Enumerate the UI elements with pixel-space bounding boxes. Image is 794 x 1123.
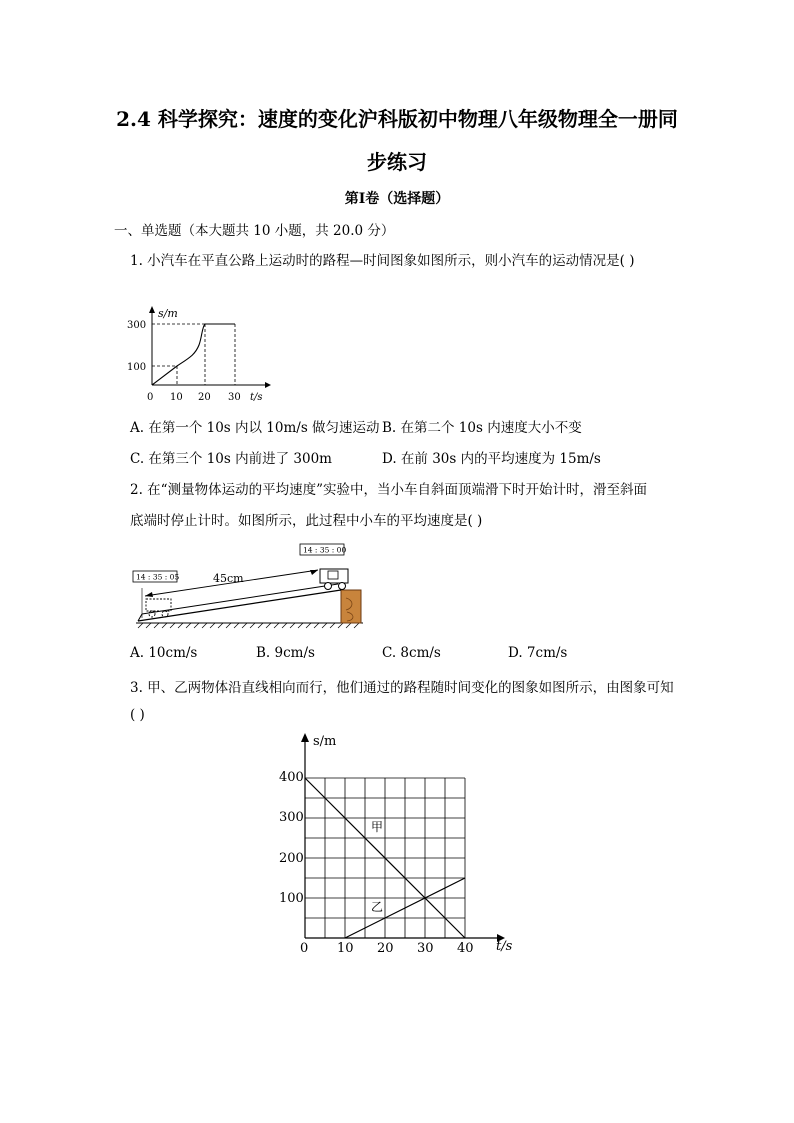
q1-y-arrow: [149, 306, 155, 313]
q3-xtick-30: 30: [417, 941, 434, 956]
cart-bottom: [146, 599, 171, 617]
question-2-stem-line2: 底端时停止计时。如图所示，此过程中小车的平均速度是( ): [130, 513, 483, 529]
q1-xtick-20: 20: [198, 392, 211, 403]
q3-ytick-300: 300: [279, 810, 304, 825]
q1-x-arrow: [265, 382, 271, 388]
q1-option-d[interactable]: D. 在前 30s 内的平均速度为 15m/s: [382, 451, 601, 467]
q3-ytick-200: 200: [279, 851, 304, 866]
question-2-stem-line1: 2. 在“测量物体运动的平均速度”实验中，当小车自斜面顶端滑下时开始计时，滑至斜面: [130, 482, 647, 498]
q3-xtick-10: 10: [337, 941, 354, 956]
q3-graph: [275, 728, 525, 960]
volume-heading: 第Ⅰ卷（选择题）: [344, 191, 450, 207]
q3-ylabel: s/m: [313, 734, 337, 749]
section-heading: 一、单选题（本大题共 10 小题，共 20.0 分）: [114, 223, 395, 239]
q2-incline-figure: [128, 538, 368, 633]
cart-top: [320, 569, 348, 590]
q1-curve: [152, 324, 235, 385]
q2-option-d[interactable]: D. 7cm/s: [508, 645, 568, 661]
distance-label: 45cm: [213, 572, 244, 585]
q3-ytick-400: 400: [279, 770, 304, 785]
q1-xtick-10: 10: [170, 392, 183, 403]
q1-xlabel: t/s: [250, 392, 263, 403]
incline-surface: [138, 590, 341, 621]
page-title: 2.4 科学探究：速度的变化沪科版初中物理八年级物理全一册同: [116, 107, 678, 131]
q3-label-yi: 乙: [371, 900, 384, 914]
q1-option-a[interactable]: A. 在第一个 10s 内以 10m/s 做匀速运动: [130, 420, 380, 436]
q3-xtick-0: 0: [300, 941, 309, 956]
page-title-continued: 步练习: [367, 150, 427, 174]
q1-ylabel: s/m: [158, 307, 178, 320]
question-3-stem-line2: ( ): [130, 707, 145, 723]
q1-xtick-0: 0: [147, 392, 154, 403]
q3-xtick-20: 20: [377, 941, 394, 956]
q1-option-b[interactable]: B. 在第二个 10s 内速度大小不变: [382, 420, 582, 436]
question-1-stem: 1. 小汽车在平直公路上运动时的路程—时间图象如图所示，则小汽车的运动情况是( ): [130, 253, 635, 269]
q1-graph: [125, 303, 275, 408]
q3-xtick-40: 40: [457, 941, 474, 956]
q1-option-c[interactable]: C. 在第三个 10s 内前进了 300m: [130, 451, 332, 467]
q1-ytick-300: 300: [127, 320, 147, 331]
clock-top-time: 14 : 35 : 00: [303, 545, 347, 555]
q3-label-jia: 甲: [371, 820, 384, 834]
q2-option-c[interactable]: C. 8cm/s: [382, 645, 441, 661]
q3-ytick-100: 100: [279, 891, 304, 906]
q2-option-b[interactable]: B. 9cm/s: [256, 645, 315, 661]
q3-xlabel: t/s: [496, 939, 513, 954]
clock-bottom-time: 14 : 35 : 05: [136, 572, 180, 582]
q3-y-arrow: [301, 733, 309, 742]
q1-ytick-100: 100: [127, 362, 147, 373]
question-3-stem-line1: 3. 甲、乙两物体沿直线相向而行，他们通过的路程随时间变化的图象如图所示，由图象可知: [130, 680, 674, 696]
q1-xtick-30: 30: [228, 392, 241, 403]
q2-option-a[interactable]: A. 10cm/s: [130, 645, 198, 661]
